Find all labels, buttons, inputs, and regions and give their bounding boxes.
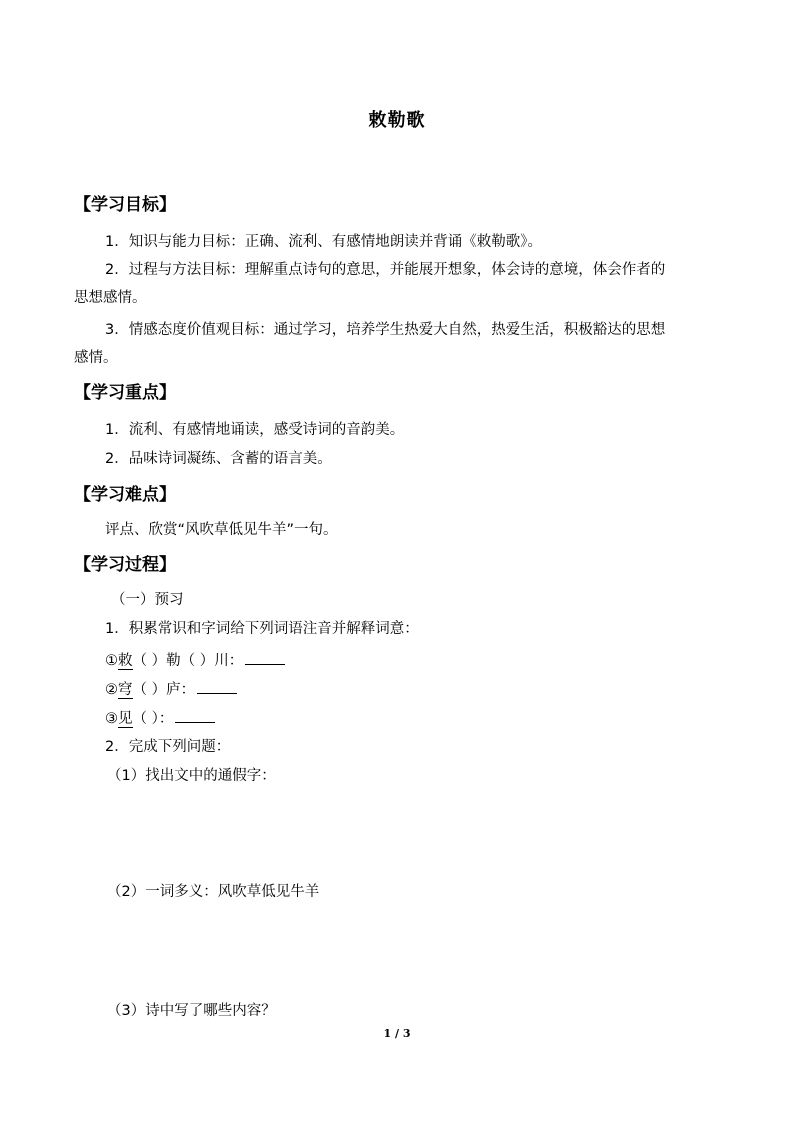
question-1: 1．积累常识和字词给下列词语注音并解释词意： bbox=[105, 621, 419, 637]
page-number: 1 / 3 bbox=[383, 1027, 411, 1040]
goal-item-3: 3．情感态度价值观目标：通过学习，培养学生热爱大自然，热爱生活，积极豁达的思想 bbox=[105, 322, 666, 338]
difficulty-item-1: 评点、欣赏“风吹草低见牛羊”一句。 bbox=[105, 522, 338, 538]
section-heading-process: 【学习过程】 bbox=[74, 555, 176, 575]
answer-blank[interactable] bbox=[175, 708, 215, 723]
key-point-1: 1．流利、有感情地诵读，感受诗词的音韵美。 bbox=[105, 422, 405, 438]
section-heading-key-points: 【学习重点】 bbox=[74, 383, 176, 403]
sub-question-3: （3）诗中写了哪些内容？ bbox=[107, 1003, 276, 1019]
preview-label: （一）预习 bbox=[111, 592, 184, 608]
vocab-item-3: ③见（ ）： bbox=[105, 708, 215, 729]
answer-blank[interactable] bbox=[197, 679, 237, 694]
sub-question-2: （2）一词多义：风吹草低见牛羊 bbox=[107, 884, 320, 900]
section-heading-difficulties: 【学习难点】 bbox=[74, 485, 176, 505]
goal-item-1: 1．知识与能力目标：正确、流利、有感情地朗读并背诵《敕勒歌》。 bbox=[105, 234, 542, 250]
goal-item-2: 2．过程与方法目标：理解重点诗句的意思，并能展开想象，体会诗的意境，体会作者的 bbox=[105, 262, 666, 278]
vocab-item-2: ②穹（ ）庐： bbox=[105, 679, 237, 700]
answer-blank[interactable] bbox=[245, 650, 285, 665]
key-point-2: 2．品味诗词凝练、含蓄的语言美。 bbox=[105, 451, 332, 467]
sub-question-1: （1）找出文中的通假字： bbox=[107, 768, 276, 784]
page-title: 敕勒歌 bbox=[368, 110, 426, 131]
question-2: 2．完成下列问题： bbox=[105, 739, 231, 755]
goal-item-3-cont: 感情。 bbox=[74, 350, 118, 366]
section-heading-goals: 【学习目标】 bbox=[74, 195, 176, 215]
vocab-item-1: ①敕（ ）勒（ ）川： bbox=[105, 650, 285, 671]
goal-item-2-cont: 思想感情。 bbox=[74, 290, 147, 306]
